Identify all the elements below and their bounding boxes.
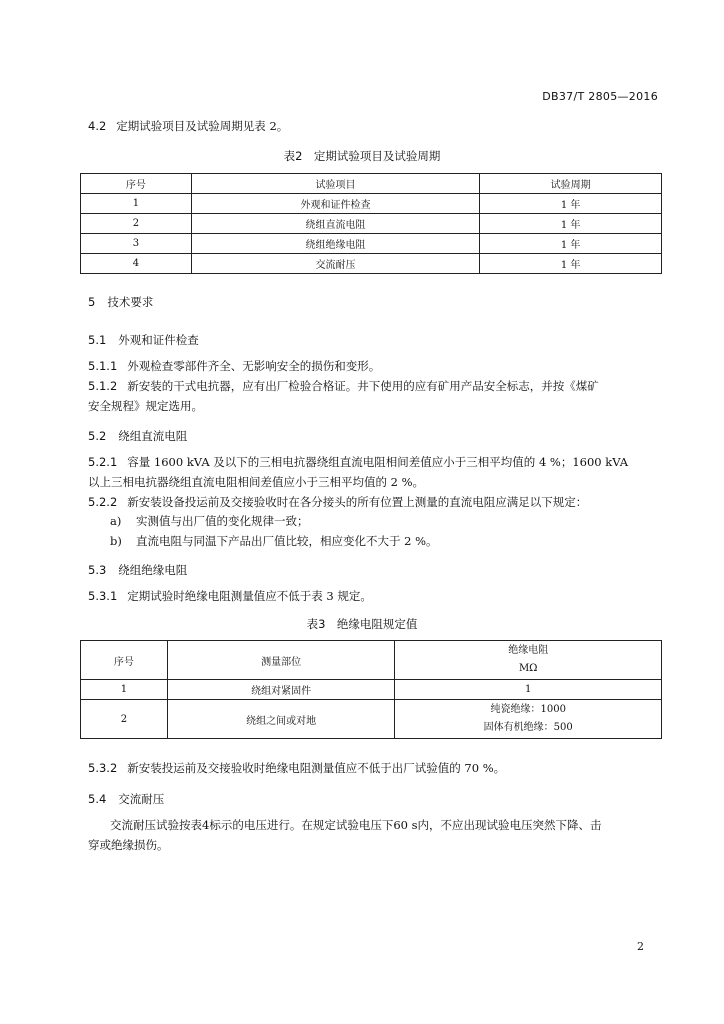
list-item-text: 实测值与出厂值的变化规律一致； [136, 514, 309, 528]
section-5-2-heading [88, 428, 187, 444]
cell: 1 [395, 680, 662, 700]
table-row [81, 680, 662, 700]
clause-5-1-1 [88, 356, 380, 376]
cell: 绕组直流电阻 [191, 214, 479, 234]
header-cell: 序号 [81, 641, 168, 680]
list-item-text: 直流电阻与同温下产品出厂值比较，相应变化不大于 2 %。 [136, 534, 438, 548]
table-3 [80, 640, 662, 739]
table-row [81, 234, 662, 254]
cell: 1 年 [480, 194, 662, 214]
clause-number: 5.2.2 [88, 495, 118, 509]
clause-text: 新安装投运前及交接验收时绝缘电阻测量值应不低于出厂试验值的 70 %。 [127, 761, 506, 775]
clause-5-3-2 [88, 758, 505, 778]
page-number: 2 [637, 940, 644, 953]
table-2-caption: 表2 定期试验项目及试验周期 [283, 149, 441, 163]
section-5-1-heading [88, 332, 199, 348]
cell: 2 [81, 700, 168, 739]
table-3-caption: 表3 绝缘电阻规定值 [306, 617, 418, 631]
cell: 4 [81, 254, 192, 274]
section-5-3-heading [88, 562, 187, 578]
header-label: 绝缘电阻 [508, 645, 549, 656]
list-marker: b) [110, 534, 122, 548]
table-header-row [81, 174, 662, 194]
cell: 外观和证件检查 [191, 194, 479, 214]
section-number: 5.2 [88, 429, 107, 443]
document-id-header: DB37/T 2805—2016 [542, 90, 658, 103]
section-number: 5.4 [88, 792, 107, 806]
cell: 2 [81, 214, 192, 234]
cell: 绕组之间或对地 [167, 700, 395, 739]
clause-text: 外观检查零部件齐全、无影响安全的损伤和变形。 [127, 359, 381, 373]
section-number: 5 [88, 295, 96, 309]
clause-text: 定期试验项目及试验周期见表 2。 [116, 119, 289, 133]
cell: 1 年 [480, 234, 662, 254]
table-header-row [81, 641, 662, 680]
table-2 [80, 173, 662, 274]
paragraph-5-4 [88, 815, 602, 855]
clause-5-1-2 [88, 376, 599, 416]
cell [395, 700, 662, 739]
clause-text-line-1: 容量 1600 kVA 及以下的三相电抗器绕组直流电阻相间差值应小于三相平均值的 4 %；1600 kVA [127, 455, 629, 469]
header-cell: 试验项目 [191, 174, 479, 194]
cell: 1 年 [480, 254, 662, 274]
clause-number: 5.1.2 [88, 379, 118, 393]
header-cell: 序号 [81, 174, 192, 194]
cell: 1 [81, 194, 192, 214]
section-number: 5.1 [88, 333, 107, 347]
clause-4-2 [88, 116, 288, 136]
list-item [110, 533, 438, 549]
section-title: 绕组绝缘电阻 [118, 563, 188, 577]
paragraph-line-2: 穿或绝缘损伤。 [88, 838, 169, 852]
cell: 绕组对紧固件 [167, 680, 395, 700]
header-cell [395, 641, 662, 680]
section-5-heading [88, 294, 153, 310]
section-title: 技术要求 [107, 295, 154, 309]
clause-text-line-2: 以上三相电抗器绕组直流电阻相间差值应小于三相平均值的 2 %。 [88, 475, 425, 489]
section-number: 5.3 [88, 563, 107, 577]
section-title: 交流耐压 [118, 792, 165, 806]
section-title: 外观和证件检查 [118, 333, 199, 347]
cell-line: 固体有机绝缘：500 [483, 722, 573, 733]
header-unit: MΩ [518, 663, 538, 674]
cell: 1 年 [480, 214, 662, 234]
cell: 交流耐压 [191, 254, 479, 274]
clause-number: 5.1.1 [88, 359, 118, 373]
paragraph-line-1: 交流耐压试验按表4标示的电压进行。在规定试验电压下60 s内，不应出现试验电压突然下降、击 [110, 818, 602, 832]
clause-text: 定期试验时绝缘电阻测量值应不低于表 3 规定。 [127, 589, 372, 603]
section-5-4-heading [88, 791, 164, 807]
clause-number: 5.2.1 [88, 455, 118, 469]
clause-number: 5.3.1 [88, 589, 118, 603]
cell: 3 [81, 234, 192, 254]
clause-5-3-1 [88, 586, 372, 606]
table-row [81, 194, 662, 214]
clause-5-2-2 [88, 492, 587, 512]
list-marker: a) [110, 514, 122, 528]
clause-text: 新安装设备投运前及交接验收时在各分接头的所有位置上测量的直流电阻应满足以下规定： [127, 495, 588, 509]
section-title: 绕组直流电阻 [118, 429, 188, 443]
clause-number: 4.2 [88, 119, 107, 133]
clause-text-line-2: 安全规程》规定选用。 [88, 399, 203, 413]
clause-number: 5.3.2 [88, 761, 118, 775]
table-row [81, 700, 662, 739]
header-cell: 测量部位 [167, 641, 395, 680]
table-row [81, 254, 662, 274]
cell: 绕组绝缘电阻 [191, 234, 479, 254]
header-cell: 试验周期 [480, 174, 662, 194]
table-row [81, 214, 662, 234]
clause-5-2-1 [88, 452, 628, 492]
cell-line: 纯瓷绝缘：1000 [490, 704, 566, 715]
cell: 1 [81, 680, 168, 700]
clause-text-line-1: 新安装的干式电抗器，应有出厂检验合格证。井下使用的应有矿用产品安全标志，并按《煤矿 [127, 379, 599, 393]
list-item [110, 513, 309, 529]
